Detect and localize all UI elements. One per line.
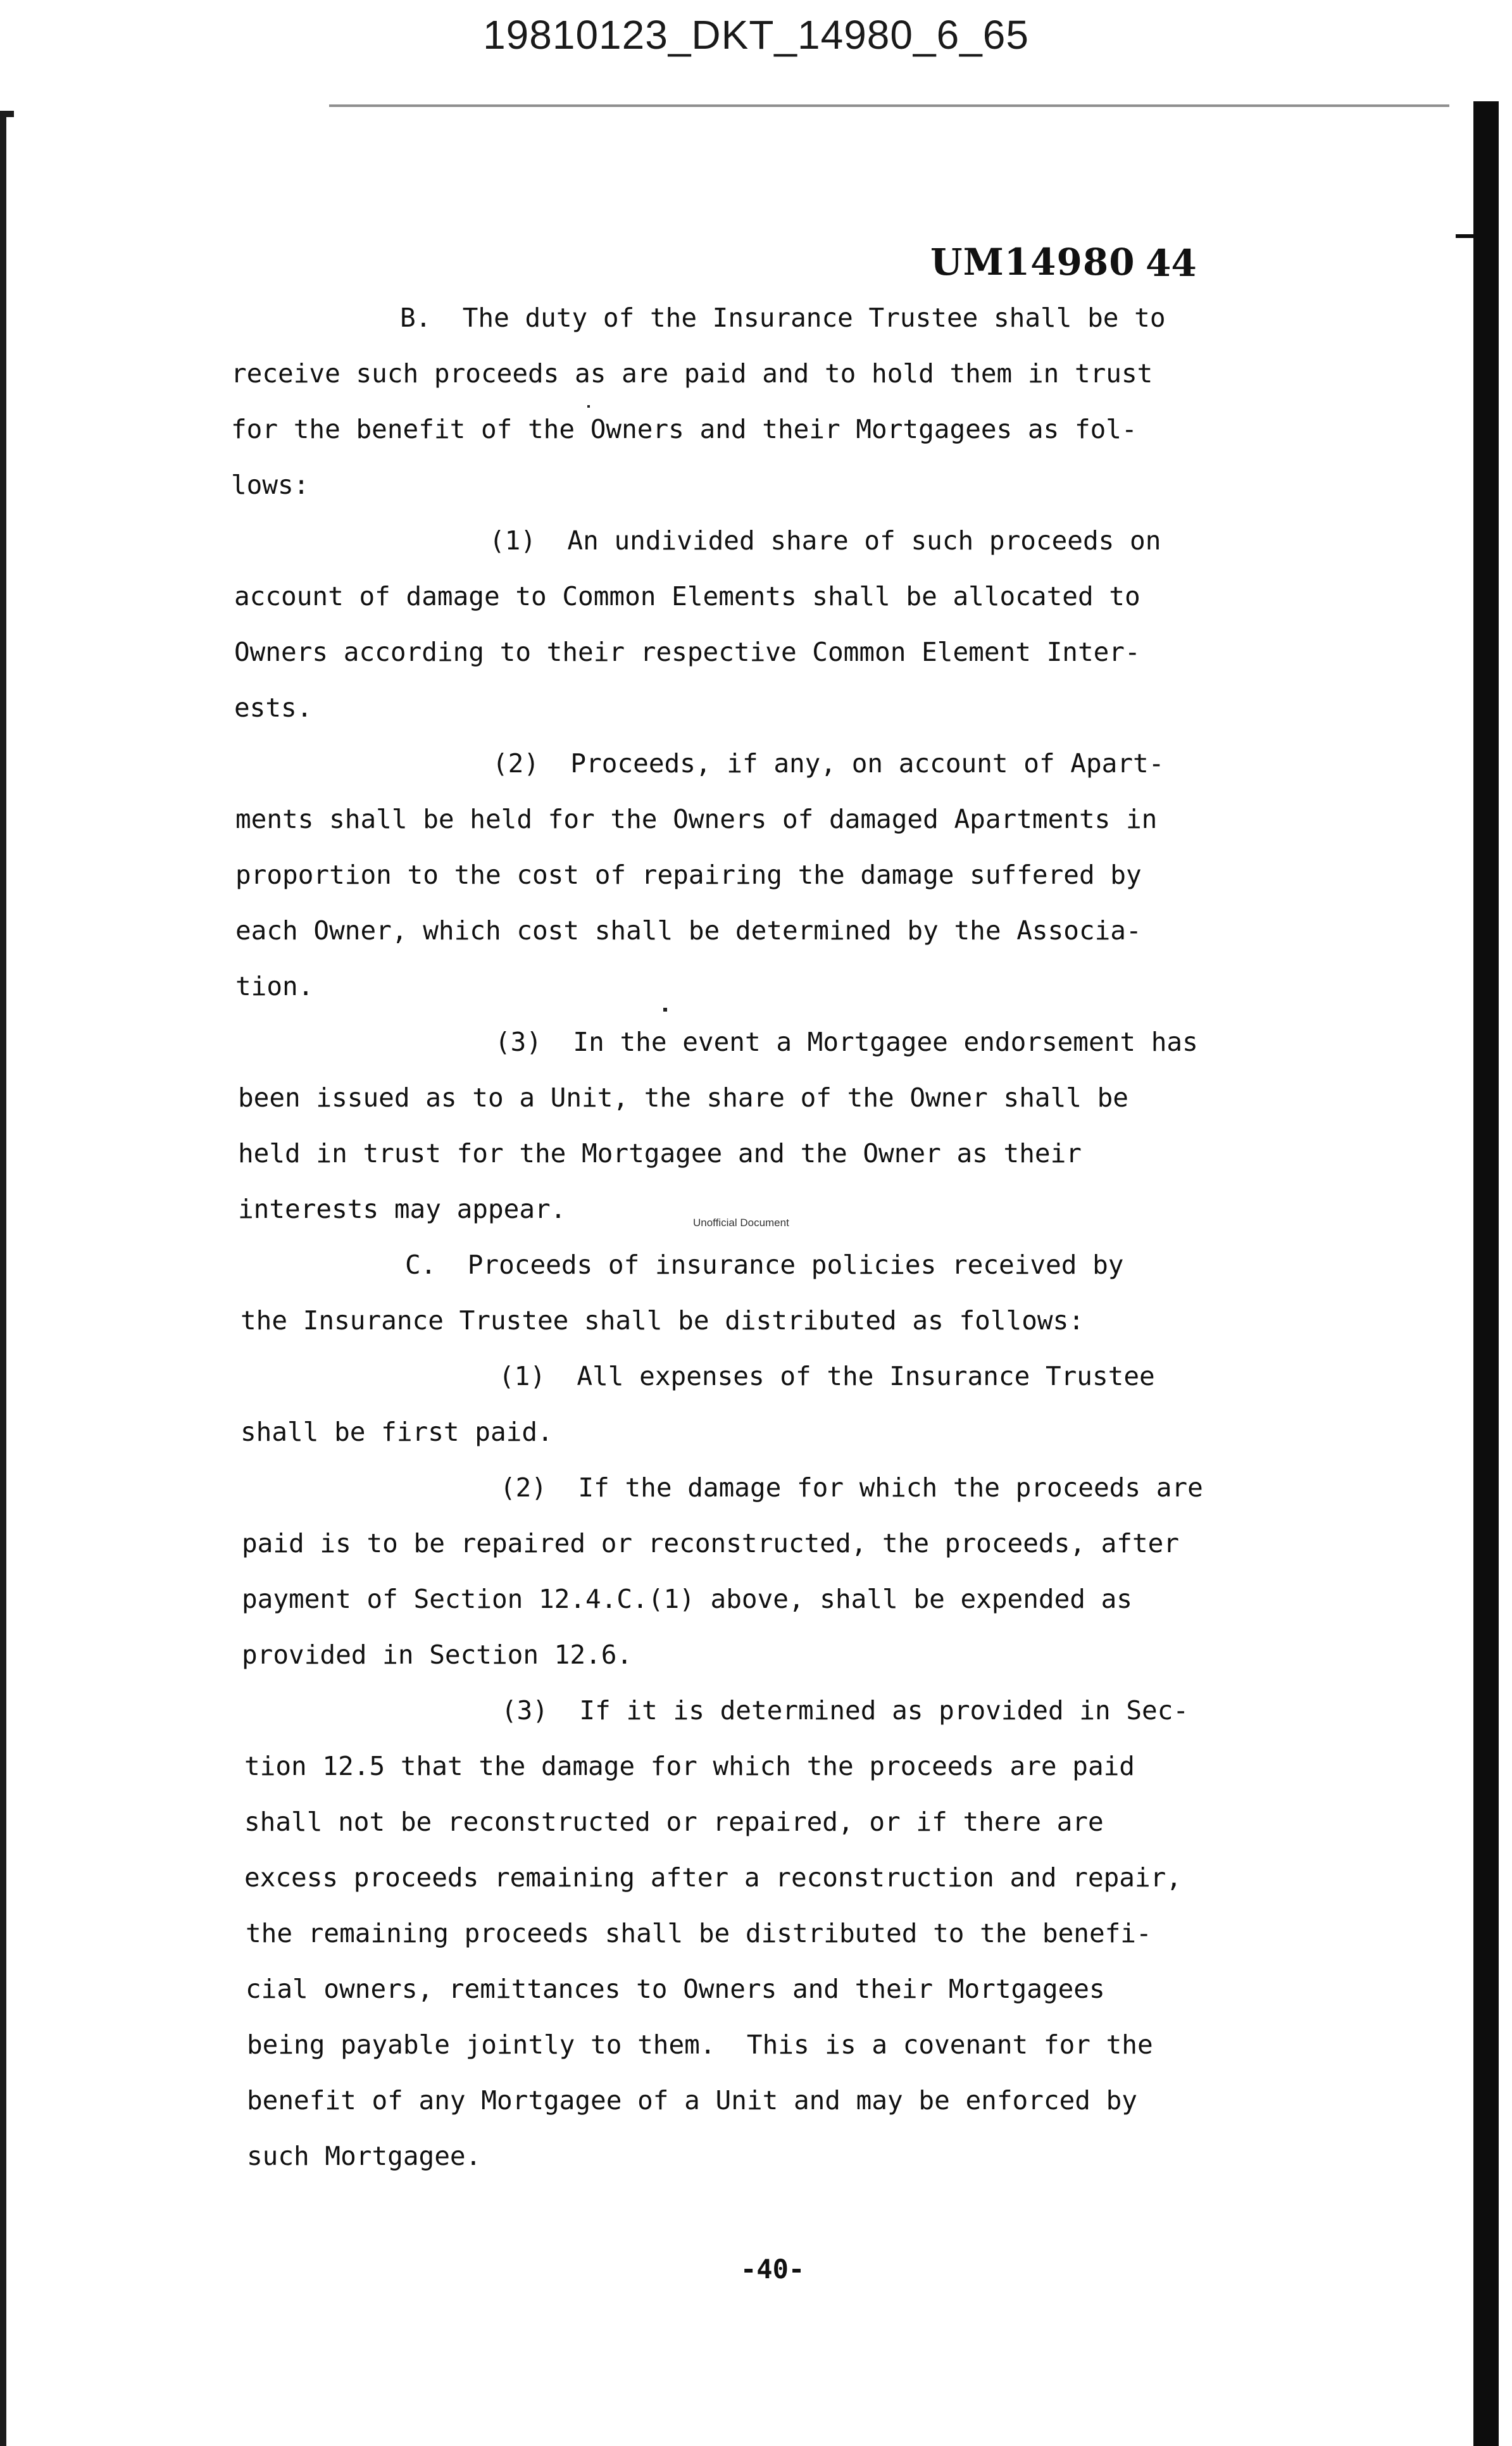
scan-top-edge [329,104,1449,107]
text-line: paid is to be repaired or reconstructed, the proceeds, after [242,1528,1180,1559]
scan-left-tick [0,111,14,117]
text-line: the remaining proceeds shall be distributed to the benefi- [246,1918,1152,1948]
text-line: C. Proceeds of insurance policies received by [405,1250,1124,1280]
unofficial-document-watermark: Unofficial Document [693,1217,789,1229]
text-line: held in trust for the Mortgagee and the Owner as their [238,1138,1082,1169]
page-number: -40- [740,2254,805,2285]
text-line: (1) An undivided share of such proceeds on [489,525,1161,556]
text-line: excess proceeds remaining after a reconstruction and repair, [244,1862,1182,1893]
text-line: interests may appear. [238,1194,566,1224]
scan-speck [663,1008,667,1012]
text-line: shall be first paid. [241,1417,553,1447]
text-line: (3) In the event a Mortgagee endorsement has [495,1027,1198,1057]
document-id-header: 19810123_DKT_14980_6_65 [483,12,1029,58]
text-line: payment of Section 12.4.C.(1) above, shall be expended as [242,1584,1132,1614]
text-line: tion. [235,971,314,1001]
text-line: account of damage to Common Elements shall be allocated to [234,581,1140,612]
text-line: (2) Proceeds, if any, on account of Apart- [492,748,1165,779]
scan-left-border [0,114,6,2446]
text-line: being payable jointly to them. This is a covenant for the [247,2029,1153,2060]
text-line: lows: [231,470,309,500]
text-line: (2) If the damage for which the proceeds are [500,1472,1203,1503]
text-line: for the benefit of the Owners and their Mortgagees as fol- [231,414,1137,444]
text-line: Owners according to their respective Common Element Inter- [234,637,1140,667]
scan-speck [587,405,590,408]
text-line: been issued as to a Unit, the share of the Owner shall be [238,1082,1128,1113]
text-line: shall not be reconstructed or repaired, or if there are [244,1807,1104,1837]
scan-right-border-mark [1456,234,1494,238]
text-line: receive such proceeds as are paid and to hold them in trust [231,358,1153,389]
text-line: the Insurance Trustee shall be distributed as follows: [241,1305,1084,1336]
text-line: proportion to the cost of repairing the damage suffered by [235,860,1142,890]
book-stamp: UM14980 [930,241,1135,284]
text-line: (3) If it is determined as provided in Sec- [501,1695,1189,1726]
text-line: ests. [234,693,313,723]
text-line: such Mortgagee. [247,2141,482,2171]
text-line: each Owner, which cost shall be determined by the Associa- [235,915,1142,946]
text-line: cial owners, remittances to Owners and their Mortgagees [246,1974,1105,2004]
book-page-stamp: 44 [1146,242,1197,285]
text-line: provided in Section 12.6. [242,1640,633,1670]
text-line: ments shall be held for the Owners of damaged Apartments in [235,804,1158,834]
text-line: tion 12.5 that the damage for which the proceeds are paid [244,1751,1135,1781]
scan-right-border [1473,101,1499,2446]
text-line: (1) All expenses of the Insurance Trustee [499,1361,1155,1391]
text-line: benefit of any Mortgagee of a Unit and may be enforced by [247,2085,1137,2116]
text-line: B. The duty of the Insurance Trustee shall be to [400,303,1166,333]
